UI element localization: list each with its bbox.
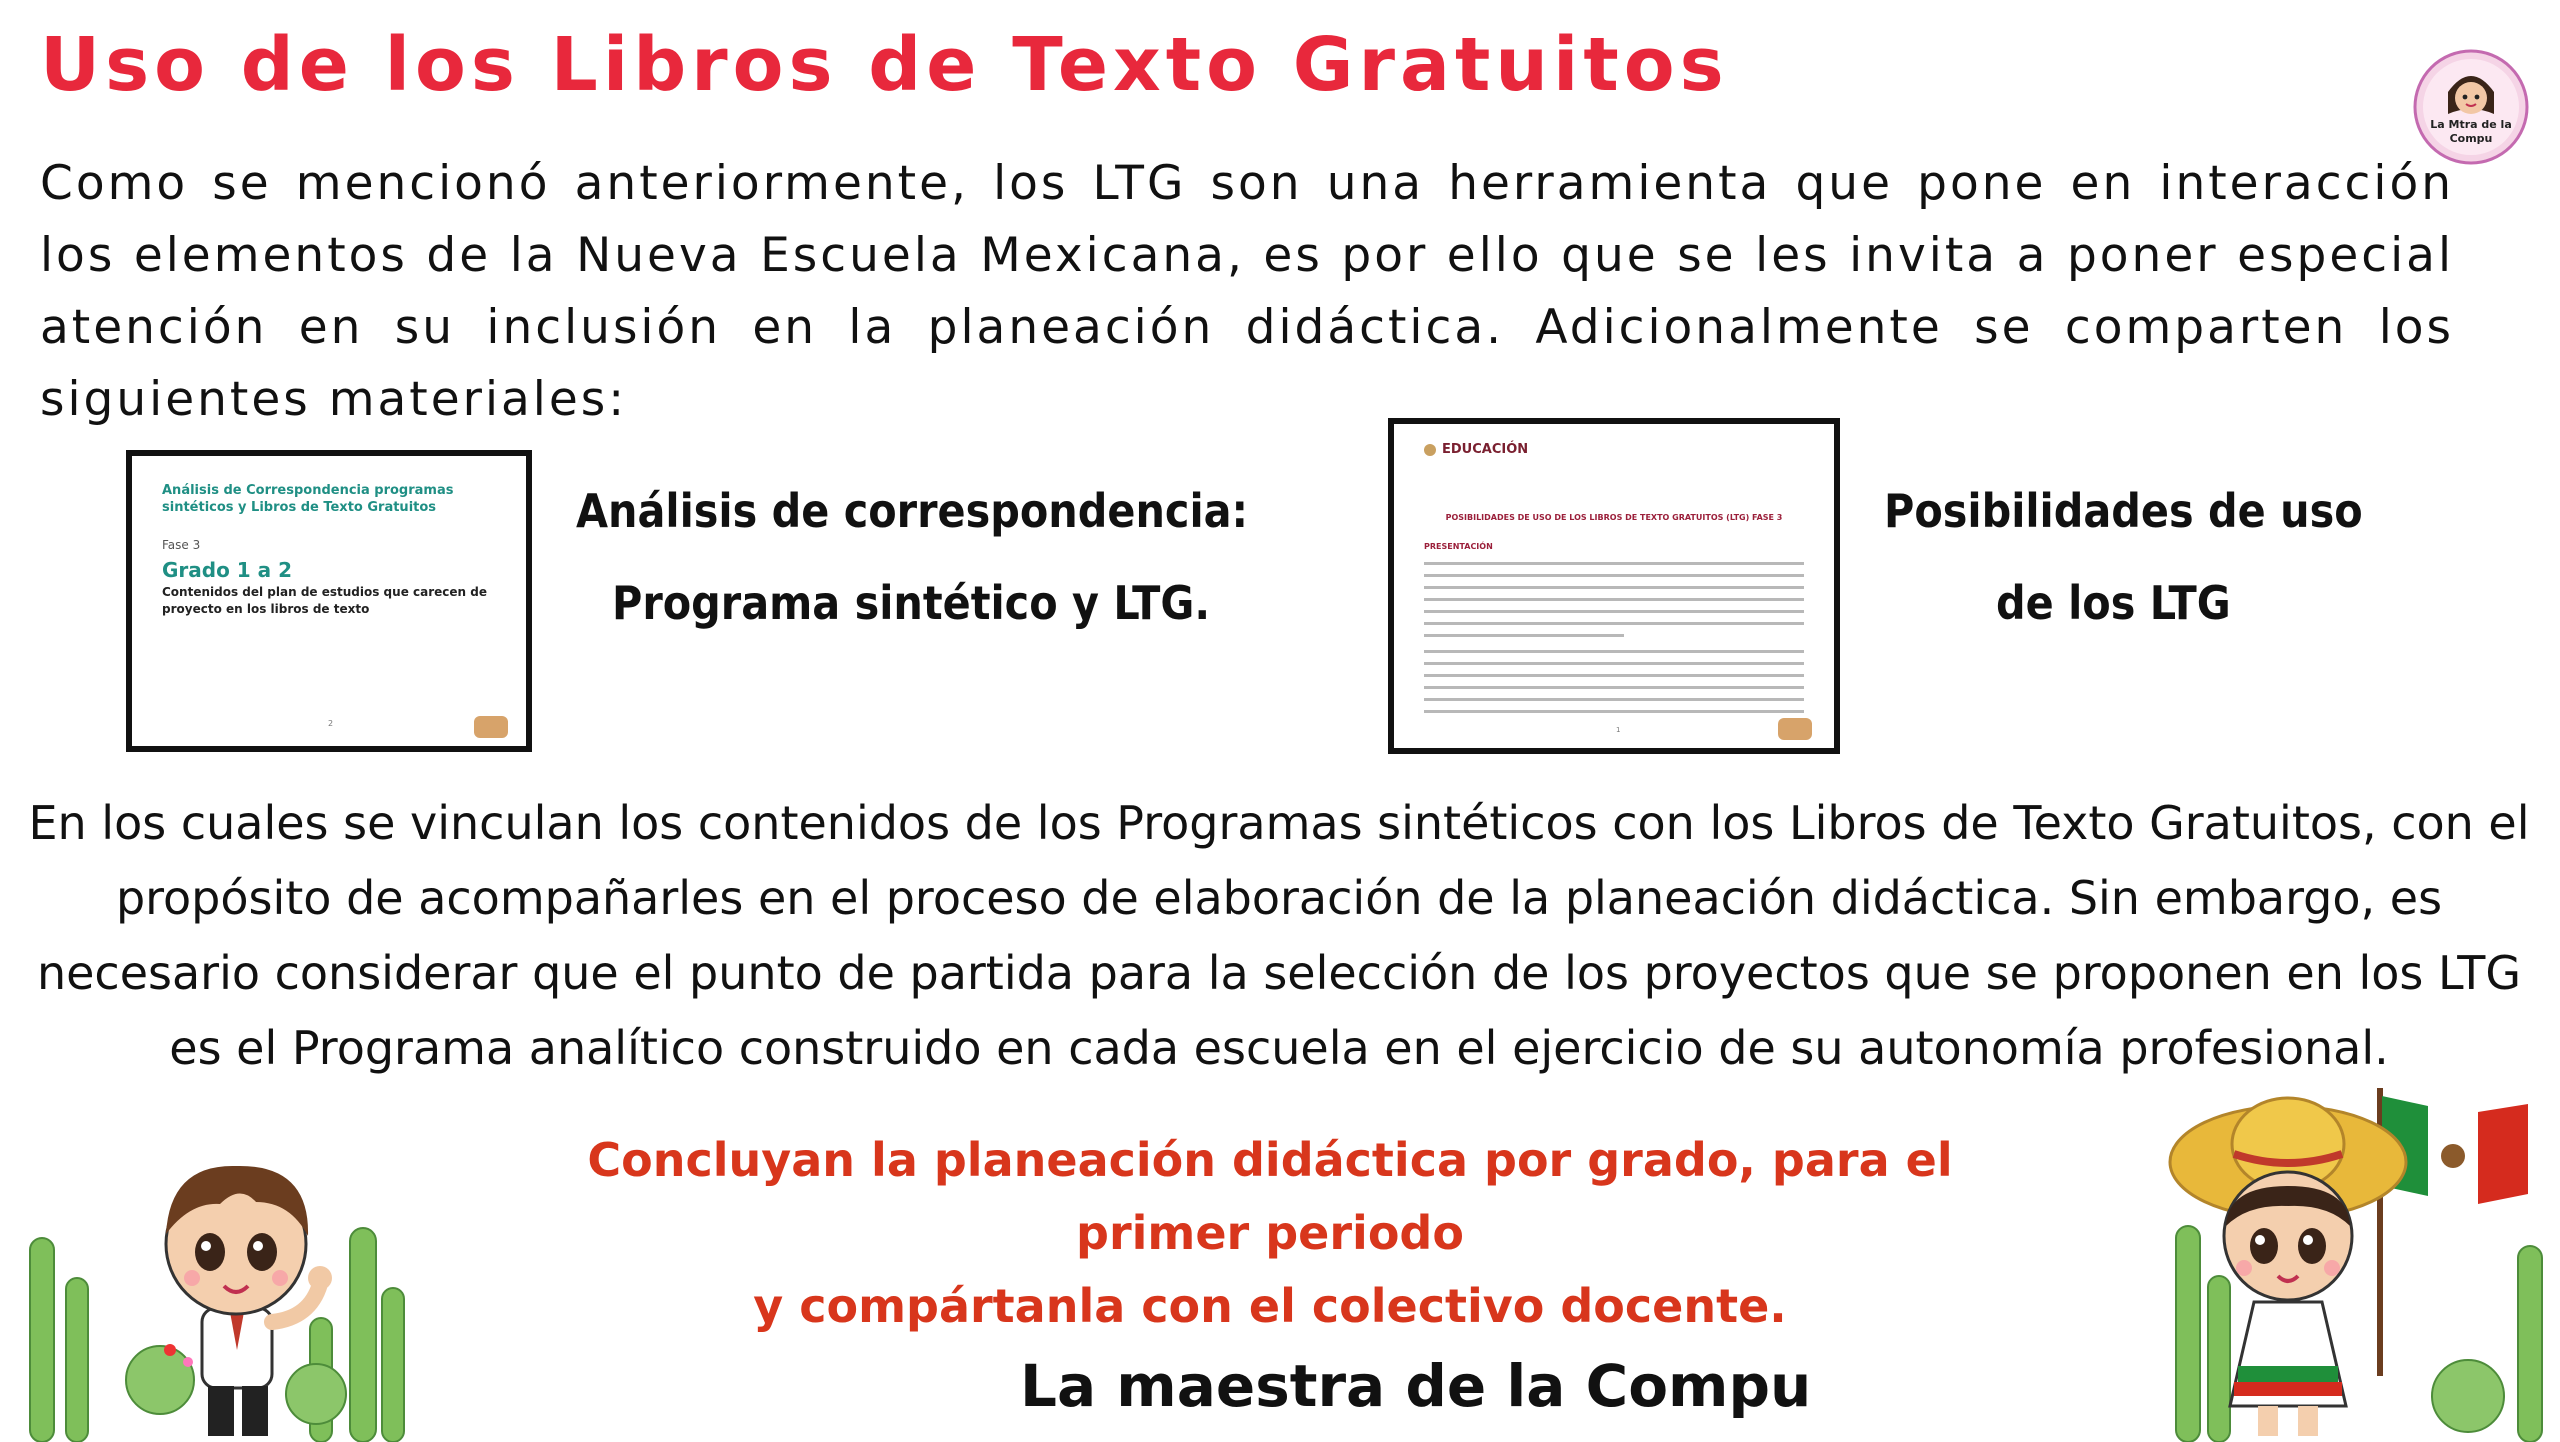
- text-line: [1424, 610, 1804, 613]
- cta-line-2: y compártanla con el colectivo docente.: [753, 1279, 1787, 1333]
- material-1-caption-line1: Análisis de correspondencia:: [576, 484, 1249, 538]
- thumb-heading: Análisis de Correspondencia programas sintéticos y Libros de Texto Gratuitos: [162, 483, 454, 515]
- svg-text:La Mtra de la: La Mtra de la: [2430, 118, 2512, 131]
- girl-with-flag-illustration: [2168, 1076, 2560, 1442]
- text-line: [1424, 634, 1624, 637]
- thumb-page-number: 2: [328, 719, 334, 728]
- material-2-caption-line2: de los LTG: [1996, 576, 2231, 630]
- text-line: [1424, 562, 1804, 565]
- boy-with-cactus-illustration: [20, 1118, 410, 1442]
- thumb-fase: Fase 3: [162, 538, 201, 552]
- text-line: [1424, 622, 1804, 625]
- text-line: [1424, 710, 1804, 713]
- svg-text:Compu: Compu: [2449, 132, 2493, 145]
- text-line: [1424, 598, 1804, 601]
- sep-logo-icon: [1778, 718, 1812, 740]
- intro-paragraph: Como se mencionó anteriormente, los LTG son una herramienta que pone en interacción los elementos de la Nueva Escuela Mexicana, es por ello que se les invita a poner especial atención en su inclusión en la planeación didáctica. Adicionalmente se comparten los siguientes materiales:: [40, 156, 2454, 427]
- thumb-contenido: Contenidos del plan de estudios que carecen de proyecto en los libros de texto: [162, 585, 487, 616]
- posibilidades-uso-thumbnail[interactable]: [1388, 418, 1840, 754]
- body-paragraph: En los cuales se vinculan los contenidos de los Programas sintéticos con los Libros de Texto Gratuitos, con el propósito de acompañarles en el proceso de elaboración de la planeación didáctica. Sin embargo, es necesario considerar que el punto de partida para la selección de los proyectos que se proponen en los LTG es el Programa analítico construido en cada escuela en el ejercicio de su autonomía profesional.: [28, 796, 2530, 1075]
- cta-line-1: Concluyan la planeación didáctica por grado, para el primer periodo: [587, 1133, 1953, 1260]
- text-line: [1424, 686, 1804, 689]
- text-line: [1424, 574, 1804, 577]
- text-line: [1424, 586, 1804, 589]
- seal-icon: [1424, 444, 1436, 456]
- thumb-section: PRESENTACIÓN: [1424, 542, 1493, 551]
- page-title: Uso de los Libros de Texto Gratuitos: [40, 22, 1729, 108]
- text-line: [1424, 662, 1804, 665]
- material-2-caption-line1: Posibilidades de uso: [1884, 484, 2363, 538]
- sep-logo-icon: [474, 716, 508, 738]
- thumb-page-number: 1: [1616, 726, 1621, 734]
- text-line: [1424, 650, 1804, 653]
- text-line: [1424, 698, 1804, 701]
- material-1-caption-line2: Programa sintético y LTG.: [612, 576, 1211, 630]
- thumb-grado: Grado 1 a 2: [162, 558, 293, 582]
- thumb-doc-title: POSIBILIDADES DE USO DE LOS LIBROS DE TEXTO GRATUITOS (LTG) FASE 3: [1445, 513, 1783, 522]
- analisis-correspondencia-thumbnail[interactable]: [126, 450, 532, 752]
- text-line: [1424, 674, 1804, 677]
- signature: La maestra de la Compu: [1020, 1352, 1812, 1420]
- educacion-logo: EDUCACIÓN: [1442, 442, 1529, 457]
- call-to-action: [540, 1124, 2000, 1343]
